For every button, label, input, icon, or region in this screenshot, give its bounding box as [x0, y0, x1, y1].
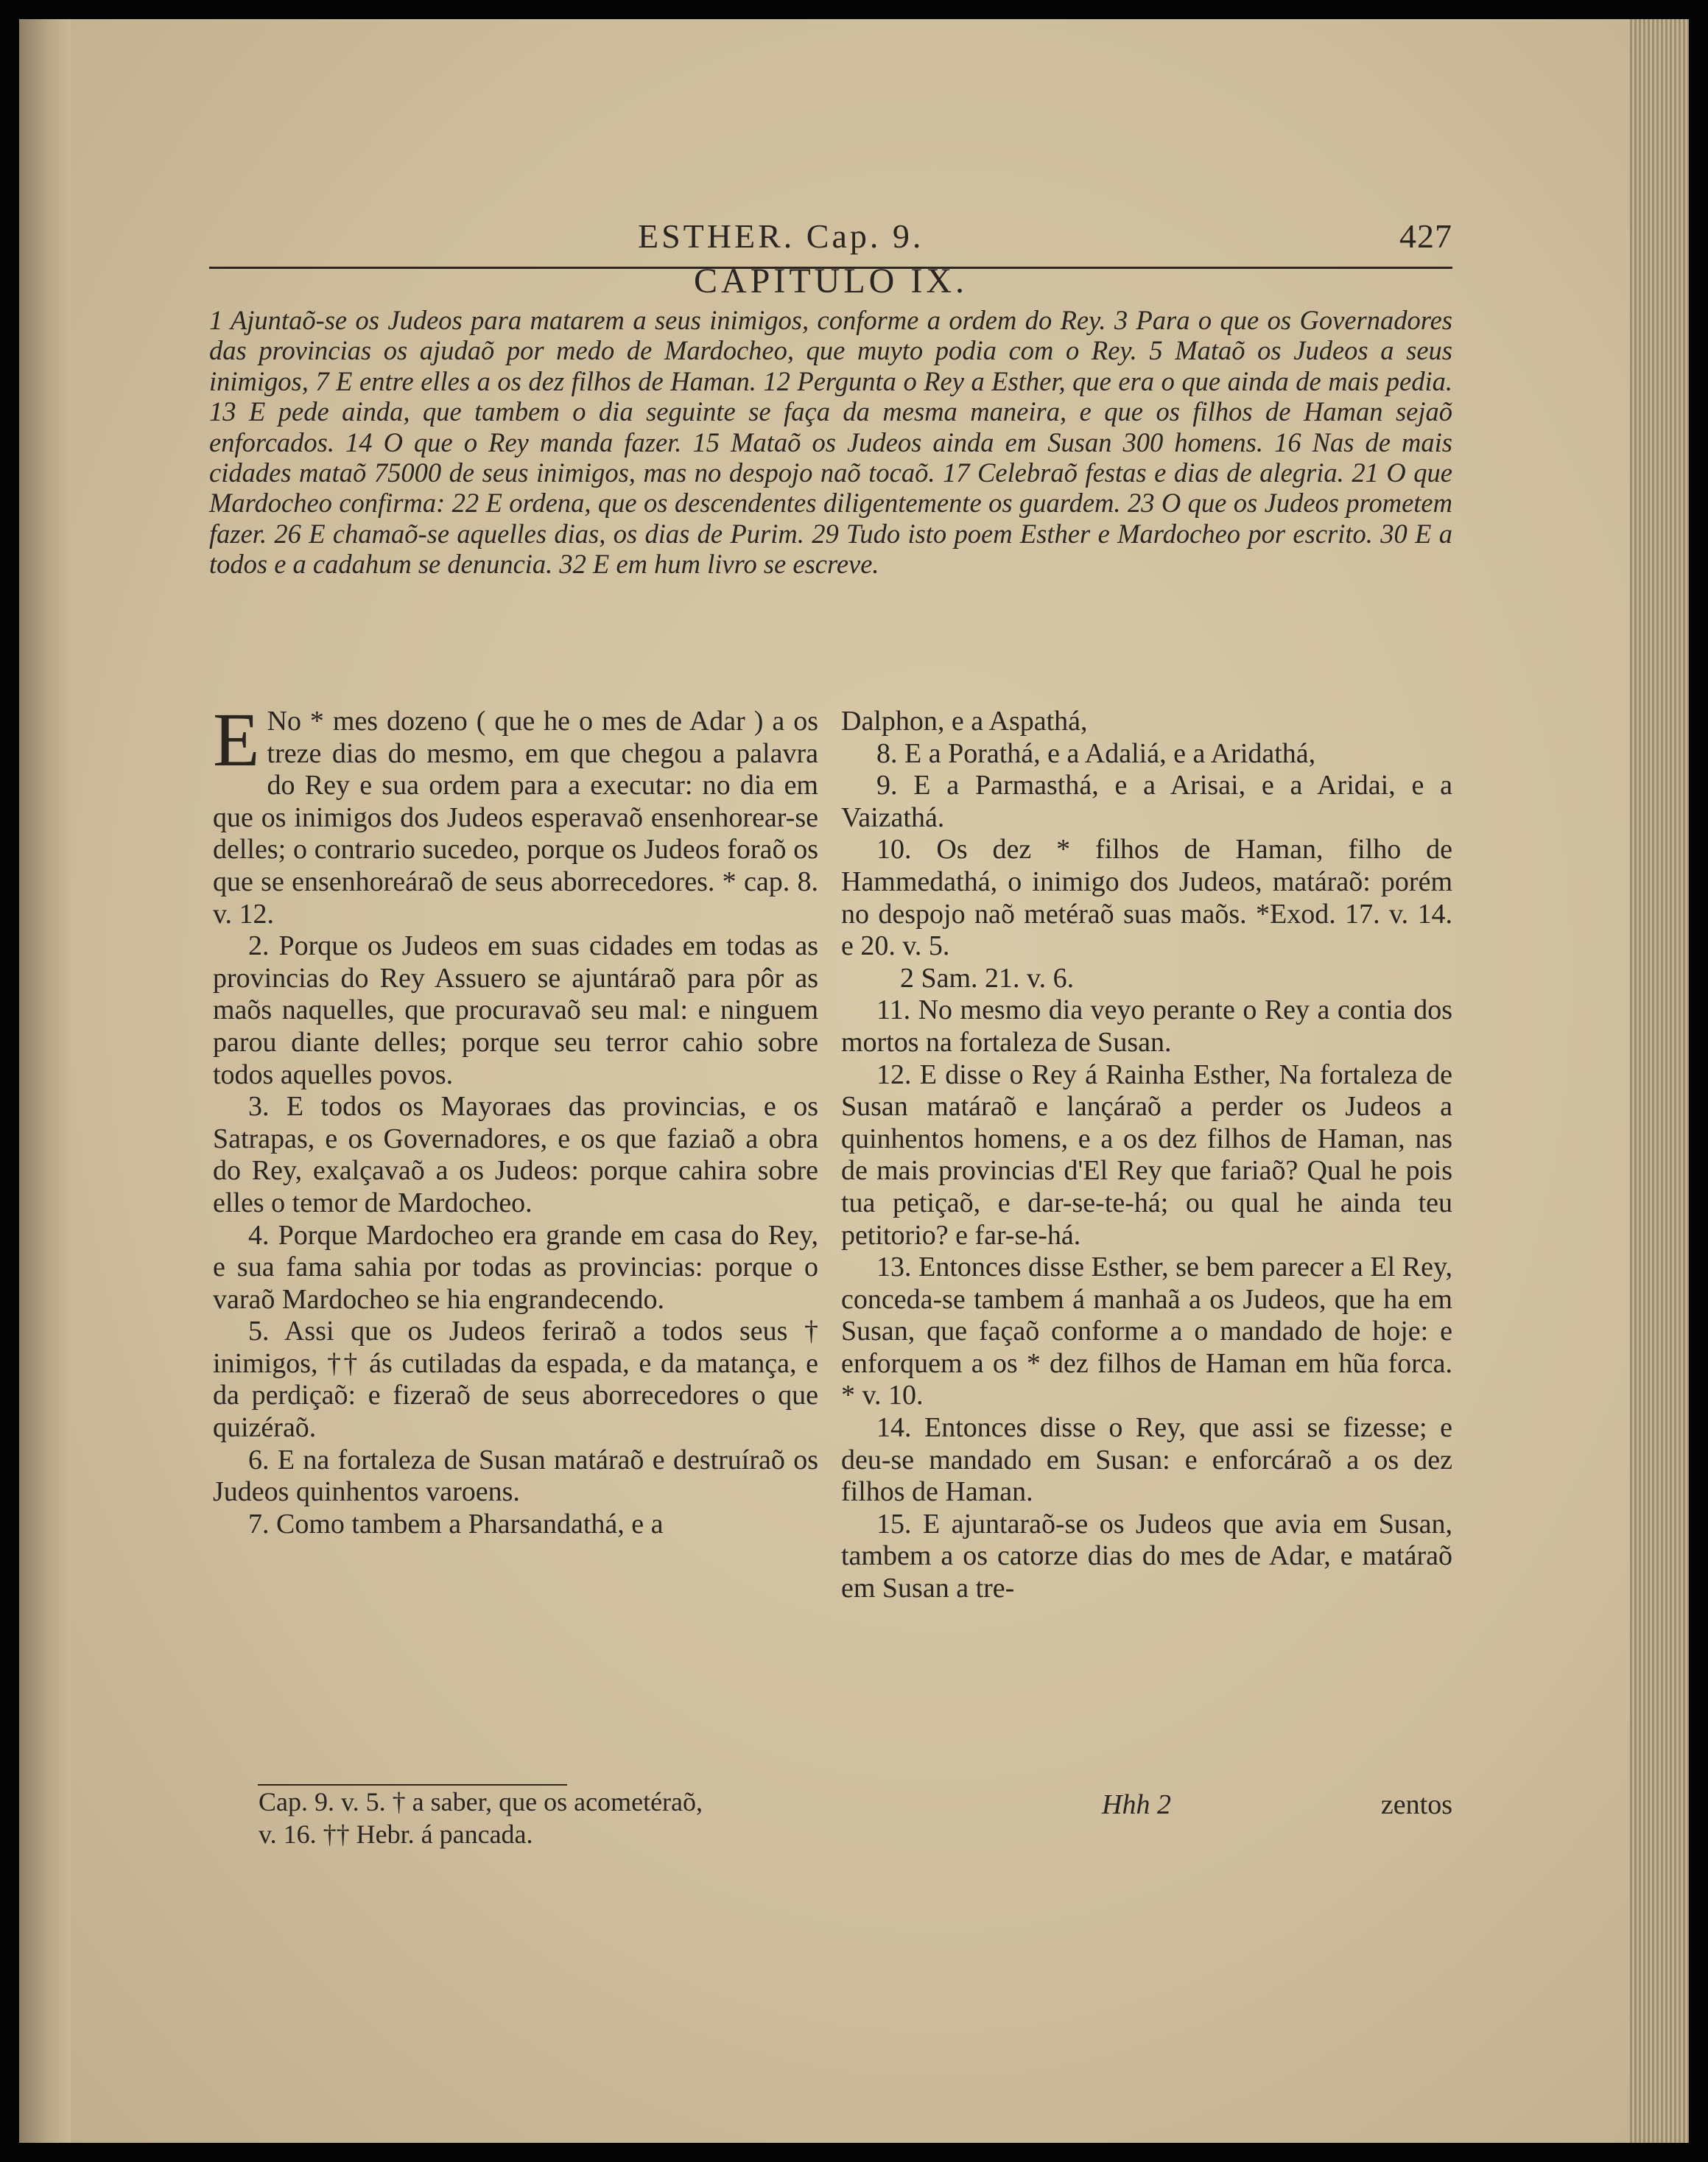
cross-reference: 2 Sam. 21. v. 6. — [900, 962, 1075, 994]
book-page — [19, 19, 1689, 2143]
page-fore-edge — [1630, 19, 1689, 2143]
footnote-line: Cap. 9. v. 5. † a saber, que os acometéraõ, — [259, 1787, 703, 1817]
verse-12: 12. E disse o Rey á Rainha Esther, Na fortaleza de Susan matáraõ e lançáraõ a perder os Judeos a quinhentos homens, e a os dez filhos de Haman, nas de mais provincias d'El Rey que fariaõ? Qual he pois tua petiçaõ, e dar-se-te-há; ou qual he ainda teu petitorio? e far-se-há. — [841, 1059, 1452, 1251]
chapter-title: CAPITULO IX. — [694, 262, 968, 301]
drop-cap: E — [213, 698, 260, 782]
page-number: 427 — [1399, 217, 1452, 255]
verse-4: 4. Porque Mardocheo era grande em casa do Rey, e sua fama sahia por todas as provincias: porque o varaõ Mardocheo se hia engrandecendo. — [213, 1219, 818, 1315]
chapter-summary: 1 Ajuntaõ-se os Judeos para matarem a seus inimigos, conforme a ordem do Rey. 3 Para o que os Governadores das provincias os ajudaõ por medo de Mardocheo, que muyto podia com o Rey. 5 Mataõ os Judeos a seus inimigos, 7 E entre elles a os dez filhos de Haman. 12 Pergunta o Rey a Esther, que era o que ainda de mais pedia. 13 E pede ainda, que tambem o dia seguinte se faça da mesma maneira, e que os filhos de Haman sejaõ enforcados. 14 O que o Rey manda fazer. 15 Mataõ os Judeos ainda em Susan 300 homens. 16 Nas de mais cidades mataõ 75000 de seus inimigos, mas no despojo naõ tocaõ. 17 Celebraõ festas e dias de alegria. 21 O que Mardocheo confirma: 22 E ordena, que os descendentes diligentemente os guardem. 23 O que os Judeos prometem fazer. 26 E chamaõ-se aquelles dias, os dias de Purim. 29 Tudo isto poem Esther e Mardocheo por escrito. 30 E a todos e a cadahum se denuncia. 32 E em hum livro se escreve. — [209, 305, 1452, 580]
verse-13: 13. Entonces disse Esther, se bem parecer a El Rey, conceda-se tambem á manhaã a os Judeos, que ha em Susan, que façaõ conforme a o mandado de hoje: e enforquem a os * dez filhos de Haman em hũa forca. * v. 10. — [841, 1252, 1452, 1411]
left-column — [213, 698, 818, 1540]
signature-mark: Hhh 2 — [1102, 1789, 1171, 1820]
verse-text: No * mes dozeno ( que he o mes de Adar ) a os treze dias do mesmo, em que chegou a palavra do Rey e sua ordem para a executar: no dia em que os inimigos dos Judeos esperavaõ ensenhorear-se delles; o contrario sucedeo, porque os Judeos foraõ os que se ensenhoreáraõ de seus aborrecedores. * cap. 8. v. 12. — [213, 706, 818, 930]
verse-6: 6. E na fortaleza de Susan matáraõ e destruíraõ os Judeos quinhentos varoens. — [213, 1444, 818, 1508]
running-title: ESTHER. Cap. 9. — [638, 217, 924, 255]
verse-11: 11. No mesmo dia veyo perante o Rey a contia dos mortos na fortaleza de Susan. — [841, 994, 1452, 1058]
verse-8: 8. E a Porathá, e a Adaliá, e a Aridathá, — [876, 737, 1316, 769]
verse-15: 15. E ajuntaraõ-se os Judeos que avia em Susan, tambem a os catorze dias do mes de Adar, e matáraõ em Susan a tre- — [841, 1508, 1452, 1604]
verse-1 — [213, 698, 818, 930]
catchword: zentos — [1380, 1789, 1452, 1820]
verse-10: 10. Os dez * filhos de Haman, filho de Hammedathá, o inimigo dos Judeos, matáraõ: porém no despojo naõ metéraõ suas maõs. *Exod. 17. v. 14. e 20. v. 5. — [841, 834, 1452, 962]
verse-9: 9. E a Parmasthá, e a Arisai, e a Aridai, e a Vaizathá. — [841, 770, 1452, 833]
footnote-line: v. 16. †† Hebr. á pancada. — [259, 1819, 533, 1849]
verse-2: 2. Porque os Judeos em suas cidades em todas as provincias do Rey Assuero se ajuntáraõ para pôr as maõs naquelles, que procuravaõ seu mal: e ninguem parou diante delles; porque seu terror cahio sobre todos aquelles povos. — [213, 930, 818, 1090]
verse-7: 7. Como tambem a Pharsandathá, e a — [248, 1508, 664, 1540]
page-foot — [1102, 1789, 1452, 1821]
page-gutter — [19, 19, 71, 2143]
verse-3: 3. E todos os Mayoraes das provincias, e os Satrapas, e os Governadores, e os que faziaõ a obra do Rey, exalçavaõ a os Judeos: porque cahira sobre elles o temor de Mardocheo. — [213, 1091, 818, 1218]
verse-7-cont: Dalphon, e a Aspathá, — [841, 706, 1088, 737]
right-column — [841, 706, 1452, 1605]
verse-5: 5. Assi que os Judeos feriraõ a todos seus † inimigos, †† ás cutiladas da espada, e da matança, e da perdiçaõ: e fizeraõ de seus aborrecedores o que quizéraõ. — [213, 1316, 818, 1444]
running-header — [209, 212, 1452, 264]
footnotes — [259, 1786, 826, 1850]
verse-14: 14. Entonces disse o Rey, que assi se fizesse; e deu-se mandado em Susan: e enforcáraõ a os dez filhos de Haman. — [841, 1412, 1452, 1508]
